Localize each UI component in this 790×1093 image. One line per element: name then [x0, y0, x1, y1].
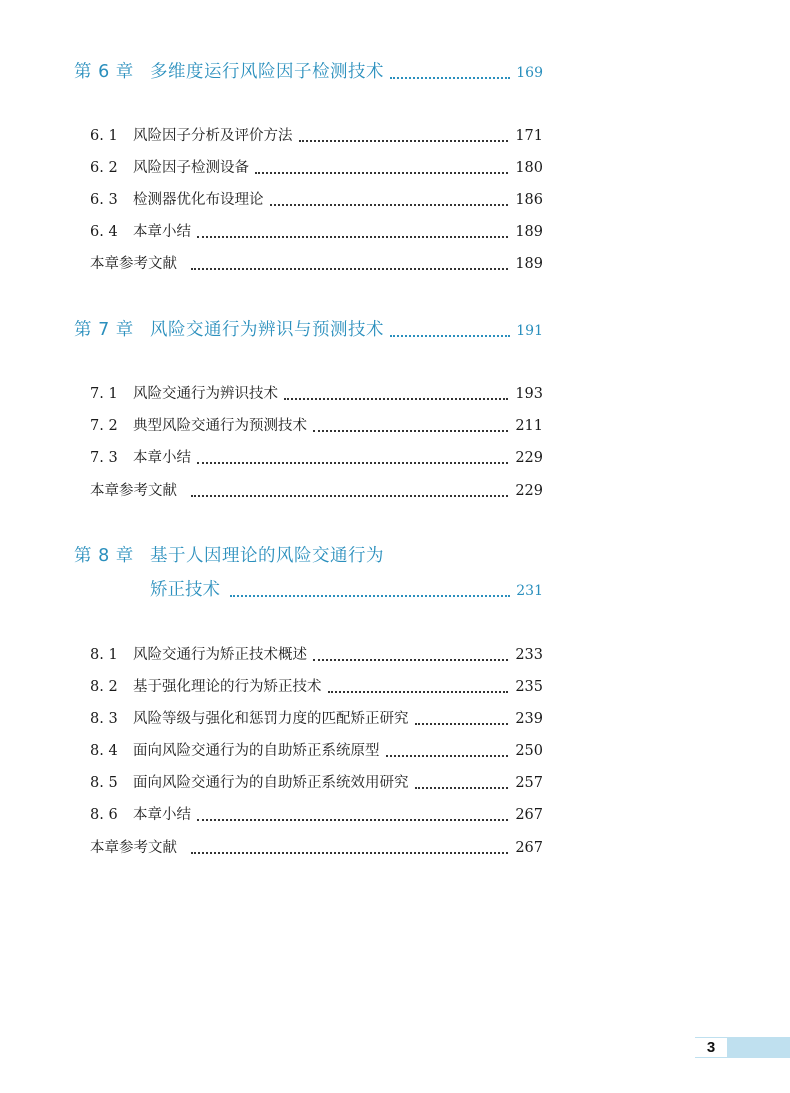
toc-entry-8-references[interactable] — [90, 836, 543, 860]
leader-dots — [390, 335, 510, 337]
toc-entry-8-3[interactable] — [90, 707, 543, 731]
section-number: 8. 5 — [90, 775, 118, 791]
chapter-number: 第 7 章 — [74, 320, 134, 340]
section-number: 7. 1 — [90, 386, 118, 402]
section-title: 典型风险交通行为预测技术 — [133, 418, 307, 434]
section-page: 257 — [515, 775, 543, 791]
section-title: 风险因子分析及评价方法 — [133, 128, 293, 144]
leader-dots — [313, 430, 508, 432]
section-title: 本章小结 — [133, 450, 191, 466]
section-title: 风险因子检测设备 — [133, 160, 249, 176]
section-title: 风险等级与强化和惩罚力度的匹配矫正研究 — [133, 711, 409, 727]
section-page: 250 — [515, 743, 543, 759]
section-page: 233 — [515, 647, 543, 663]
section-page: 189 — [515, 224, 543, 240]
section-page: 229 — [515, 450, 543, 466]
section-number: 6. 1 — [90, 128, 118, 144]
toc-entry-8-1[interactable] — [90, 643, 543, 667]
toc-entry-8-6[interactable] — [90, 803, 543, 827]
section-title: 检测器优化布设理论 — [133, 192, 264, 208]
leader-dots — [415, 787, 509, 789]
toc-entry-8-5[interactable] — [90, 771, 543, 795]
section-page: 267 — [515, 807, 543, 823]
section-number: 6. 3 — [90, 192, 118, 208]
section-number: 8. 3 — [90, 711, 118, 727]
section-page: 235 — [515, 679, 543, 695]
page-number: 3 — [695, 1037, 727, 1058]
section-page: 186 — [515, 192, 543, 208]
leader-dots — [191, 268, 508, 270]
section-page: 180 — [515, 160, 543, 176]
chapter-page: 231 — [516, 583, 543, 599]
section-number: 8. 1 — [90, 647, 118, 663]
toc-entry-6-4[interactable] — [90, 220, 543, 244]
references-title: 本章参考文献 — [90, 256, 177, 272]
references-page: 267 — [515, 840, 543, 856]
leader-dots — [255, 172, 508, 174]
leader-dots — [313, 659, 508, 661]
section-title: 基于强化理论的行为矫正技术 — [133, 679, 322, 695]
chapter-title-line-2: 矫正技术 — [150, 580, 220, 600]
references-page: 229 — [515, 483, 543, 499]
toc-entry-6-references[interactable] — [90, 252, 543, 276]
leader-dots — [328, 691, 509, 693]
section-page: 171 — [515, 128, 543, 144]
section-title: 面向风险交通行为的自助矫正系统效用研究 — [133, 775, 409, 791]
chapter-number: 第 6 章 — [74, 62, 134, 82]
chapter-title: 风险交通行为辨识与预测技术 — [150, 320, 384, 340]
leader-dots — [230, 595, 510, 597]
chapter-6-heading[interactable] — [74, 58, 543, 86]
chapter-8-heading-continued[interactable] — [150, 576, 543, 604]
leader-dots — [191, 852, 508, 854]
section-number: 6. 4 — [90, 224, 118, 240]
section-title: 本章小结 — [133, 224, 191, 240]
page-tab-bar — [727, 1037, 790, 1058]
leader-dots — [415, 723, 509, 725]
leader-dots — [197, 462, 508, 464]
leader-dots — [270, 204, 509, 206]
leader-dots — [390, 77, 510, 79]
toc-entry-6-2[interactable] — [90, 156, 543, 180]
references-page: 189 — [515, 256, 543, 272]
section-number: 7. 3 — [90, 450, 118, 466]
chapter-number: 第 8 章 — [74, 546, 134, 566]
toc-entry-8-2[interactable] — [90, 675, 543, 699]
references-title: 本章参考文献 — [90, 483, 177, 499]
section-title: 本章小结 — [133, 807, 191, 823]
chapter-7-heading[interactable] — [74, 316, 543, 344]
toc-entry-8-4[interactable] — [90, 739, 543, 763]
section-number: 8. 4 — [90, 743, 118, 759]
references-title: 本章参考文献 — [90, 840, 177, 856]
section-title: 风险交通行为辨识技术 — [133, 386, 278, 402]
toc-entry-7-1[interactable] — [90, 382, 543, 406]
chapter-page: 169 — [516, 65, 543, 81]
section-title: 风险交通行为矫正技术概述 — [133, 647, 307, 663]
section-number: 7. 2 — [90, 418, 118, 434]
toc-entry-6-1[interactable] — [90, 124, 543, 148]
section-number: 8. 2 — [90, 679, 118, 695]
leader-dots — [284, 398, 508, 400]
section-page: 211 — [515, 418, 543, 434]
toc-entry-7-2[interactable] — [90, 414, 543, 438]
section-page: 239 — [515, 711, 543, 727]
section-title: 面向风险交通行为的自助矫正系统原型 — [133, 743, 380, 759]
section-page: 193 — [515, 386, 543, 402]
section-number: 6. 2 — [90, 160, 118, 176]
chapter-title: 多维度运行风险因子检测技术 — [150, 62, 384, 82]
leader-dots — [197, 819, 508, 821]
leader-dots — [386, 755, 509, 757]
leader-dots — [197, 236, 508, 238]
toc-entry-7-references[interactable] — [90, 479, 543, 503]
toc-entry-7-3[interactable] — [90, 446, 543, 470]
section-number: 8. 6 — [90, 807, 118, 823]
chapter-title-line-1: 基于人因理论的风险交通行为 — [150, 546, 384, 566]
leader-dots — [191, 495, 508, 497]
leader-dots — [299, 140, 509, 142]
chapter-page: 191 — [516, 323, 543, 339]
chapter-8-heading[interactable] — [74, 542, 543, 570]
page-number-tab — [695, 1037, 790, 1058]
toc-entry-6-3[interactable] — [90, 188, 543, 212]
